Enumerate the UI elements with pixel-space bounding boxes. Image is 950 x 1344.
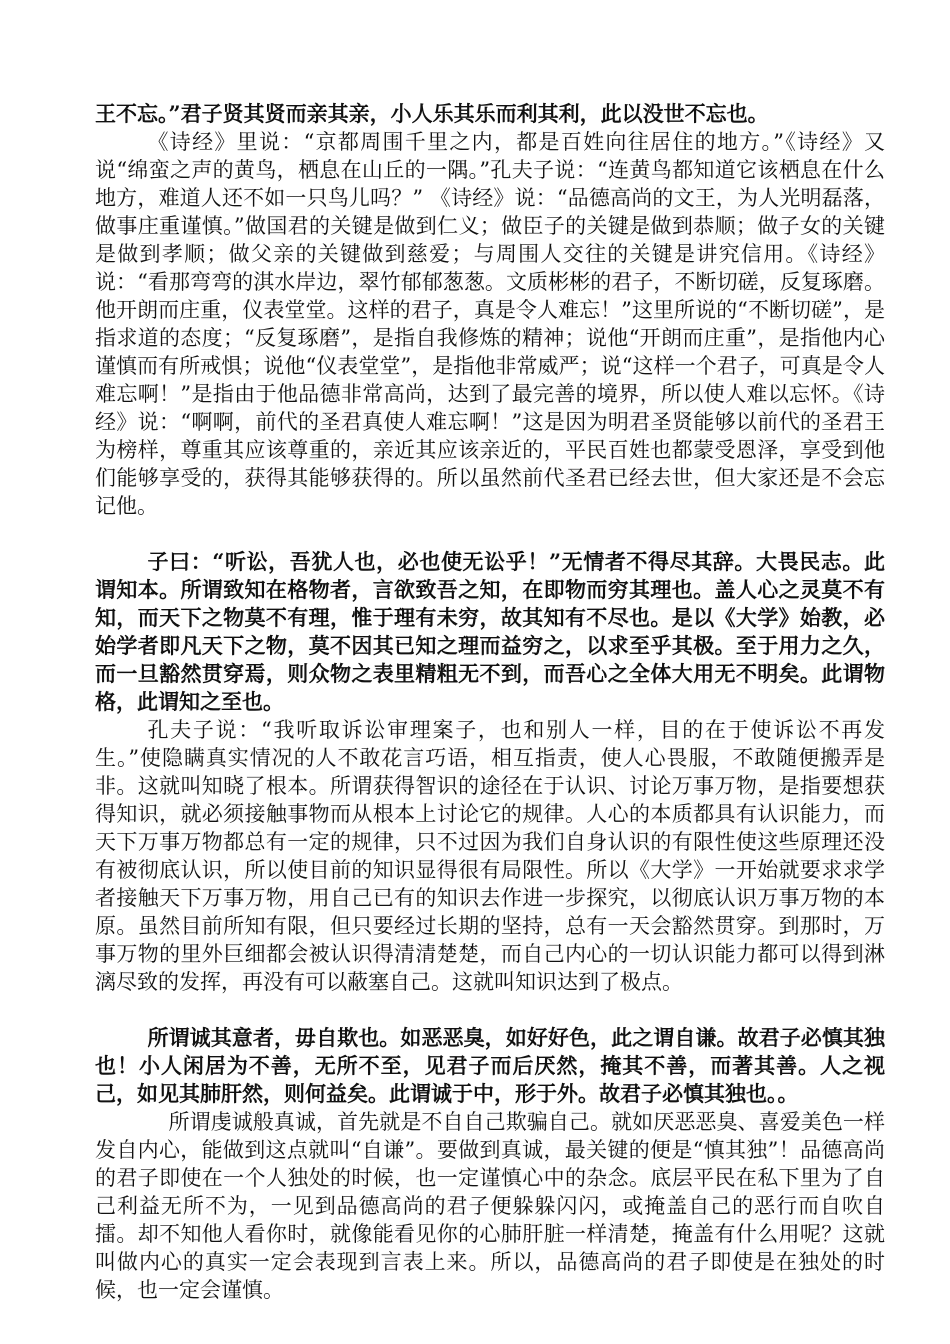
paragraph-spacer (95, 996, 885, 1024)
original-text-paragraph: 子曰：“听讼，吾犹人也，必也使无讼乎！”无情者不得尽其辞。大畏民志。此谓知本。所谓致知在格物者，言欲致吾之知，在即物而穷其理也。盖人心之灵莫不有知，而天下之物莫不有理，惟于理有未穷，故其知有不尽也。是以《大学》始教，必始学者即凡天下之物，莫不因其已知之理而益穷之，以求至乎其极。至于用力之久，而一旦豁然贯穿焉，则众物之表里精粗无不到，而吾心之全体大用无不明矣。此谓物格，此谓知之至也。 (95, 549, 885, 714)
original-text-paragraph: 王不忘。”君子贤其贤而亲其亲，小人乐其乐而利其利，此以没世不忘也。 (95, 101, 769, 126)
original-text-paragraph: 所谓诚其意者，毋自欺也。如恶恶臭，如好好色，此之谓自谦。故君子必慎其独也！小人闲居为不善，无所不至，见君子而后厌然，掩其不善，而著其善。人之视己，如见其肺肝然，则何益矣。此谓诚于中，形于外。故君子必慎其独也。。 (95, 1025, 885, 1106)
translation-paragraph: 所谓虔诚般真诚，首先就是不自自己欺骗自己。就如厌恶恶臭、喜爱美色一样发自内心，能做到这点就叫“自谦”。要做到真诚，最关键的便是“慎其独”！品德高尚的君子即使在一个人独处的时候，也一定谨慎心中的杂念。底层平民在私下里为了自己利益无所不为，一见到品德高尚的君子便躲躲闪闪，或掩盖自己的恶行而自吹自擂。却不知他人看你时，就像能看见你的心肺肝脏一样清楚，掩盖有什么用呢？这就叫做内心的真实一定会表现到言表上来。所以，品德高尚的君子即使是在独处的时候，也一定会谨慎。 (95, 1110, 885, 1302)
translation-paragraph: 《诗经》里说：“京都周围千里之内，都是百姓向往居住的地方。”《诗经》又说“绵蛮之声的黄鸟，栖息在山丘的一隅。”孔夫子说：“连黄鸟都知道它该栖息在什么地方，难道人还不如一只鸟儿吗？” 《诗经》说：“品德高尚的文王，为人光明磊落，做事庄重谨慎。”做国君的关键是做到仁义；做臣子的关键是做到恭顺；做子女的关键是做到孝顺；做父亲的关键做到慈爱；与周围人交往的关键是讲究信用。《诗经》说：“看那弯弯的淇水岸边，翠竹郁郁葱葱。文质彬彬的君子，不断切磋，反复琢磨。他开朗而庄重，仪表堂堂。这样的君子，真是令人难忘！”这里所说的“不断切磋”，是指求道的态度；“反复琢磨”，是指自我修炼的精神；说他“开朗而庄重”，是指他内心谨慎而有所戒惧；说他“仪表堂堂”，是指他非常威严；说“这样一个君子，可真是令人难忘啊！”是指由于他品德非常高尚，达到了最完善的境界，所以使人难以忘怀。《诗经》说：“啊啊，前代的圣君真使人难忘啊！”这是因为明君圣贤能够以前代的圣君王为榜样，尊重其应该尊重的，亲近其应该亲近的，平民百姓也都蒙受恩泽，享受到他们能够享受的，获得其能够获得的。所以虽然前代圣君已经去世，但大家还是不会忘记他。 (95, 130, 885, 518)
translation-paragraph: 孔夫子说：“我听取诉讼审理案子，也和别人一样，目的在于使诉讼不再发生。”使隐瞒真实情况的人不敢花言巧语，相互指责，使人心畏服，不敢随便搬弄是非。这就叫知晓了根本。所谓获得智识的途径在于认识、讨论万事万物，是指要想获得知识，就必须接触事物而从根本上讨论它的规律。人心的本质都具有认识能力，而天下万事万物都总有一定的规律，只不过因为我们自身认识的有限性使这些原理还没有被彻底认识，所以使目前的知识显得很有局限性。所以《大学》一开始就要求求学者接触天下万事万物，用自己已有的知识去作进一步探究，以彻底认识万事万物的本原。虽然目前所知有限，但只要经过长期的坚持，总有一天会豁然贯穿。到那时，万事万物的里外巨细都会被认识得清清楚楚，而自己内心的一切认识能力都可以得到淋漓尽致的发挥，再没有可以蔽塞自己。这就叫知识达到了极点。 (95, 718, 885, 994)
document-page (95, 100, 885, 1304)
paragraph-spacer (95, 520, 885, 548)
